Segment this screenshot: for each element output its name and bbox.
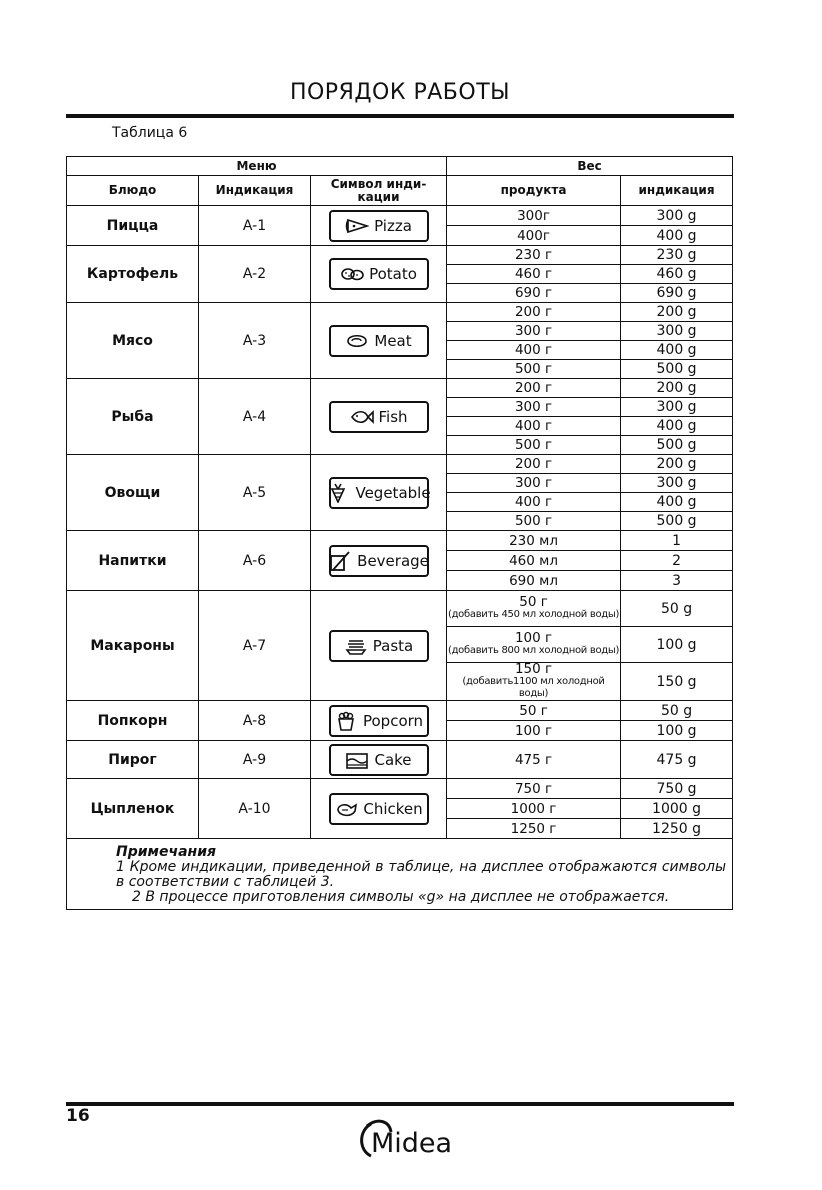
display-weight: 50 g (621, 591, 733, 627)
dish-name: Макароны (67, 591, 199, 701)
product-weight: 300 г (447, 474, 621, 493)
display-weight: 300 g (621, 474, 733, 493)
potato-icon (340, 264, 364, 284)
symbol-label: Pasta (372, 636, 414, 655)
display-weight: 150 g (621, 663, 733, 701)
symbol-cell (311, 379, 447, 455)
vegetable-icon (326, 483, 350, 503)
footer-rule (66, 1102, 734, 1106)
display-weight: 500 g (621, 360, 733, 379)
table-row (67, 303, 733, 322)
product-weight: 230 г (447, 246, 621, 265)
table-row (67, 246, 733, 265)
product-weight: 500 г (447, 436, 621, 455)
table-row (67, 701, 733, 721)
display-weight: 1000 g (621, 799, 733, 819)
display-weight: 400 g (621, 417, 733, 436)
menu-group-header: Меню (67, 157, 447, 176)
weight-value: 150 г (514, 661, 553, 677)
product-weight: 100 г (447, 721, 621, 741)
product-weight: 200 г (447, 379, 621, 398)
product-weight (447, 663, 621, 701)
display-weight: 750 g (621, 779, 733, 799)
table-row (67, 531, 733, 551)
product-weight: 300 г (447, 398, 621, 417)
product-weight (447, 627, 621, 663)
display-symbol (329, 744, 429, 776)
brand-wordmark: Midea (371, 1128, 453, 1159)
indication-code: A-9 (199, 741, 311, 779)
note-2: 2 В процессе приготовления символы «g» на дисплее не отображается. (132, 889, 670, 905)
col-symbol-header: Символ инди-кации (311, 176, 447, 206)
product-weight: 200 г (447, 455, 621, 474)
table-row (67, 779, 733, 799)
display-weight: 200 g (621, 455, 733, 474)
table-row (67, 591, 733, 627)
page-number: 16 (66, 1106, 90, 1126)
indication-code: A-1 (199, 206, 311, 246)
notes-cell (67, 839, 733, 910)
popcorn-icon (334, 711, 358, 731)
display-symbol (329, 630, 429, 662)
table-row (67, 379, 733, 398)
symbol-label: Vegetable (355, 483, 431, 502)
display-weight: 230 g (621, 246, 733, 265)
table-body (67, 206, 733, 910)
chicken-icon (334, 799, 358, 819)
notes-row (67, 839, 733, 910)
symbol-label: Pizza (374, 216, 412, 235)
weight-group-header: Вес (447, 157, 733, 176)
indication-code: A-10 (199, 779, 311, 839)
pasta-icon (344, 636, 368, 656)
display-weight: 1250 g (621, 819, 733, 839)
page-title: ПОРЯДОК РАБОТЫ (289, 80, 511, 105)
display-weight: 1 (621, 531, 733, 551)
indication-code: A-5 (199, 455, 311, 531)
note-1: 1 Кроме индикации, приведенной в таблице, на дисплее отображаются символы в соответствии с таблицей 3. (116, 859, 727, 890)
indication-code: A-6 (199, 531, 311, 591)
indication-code: A-4 (199, 379, 311, 455)
display-symbol (329, 325, 429, 357)
dish-name: Картофель (67, 246, 199, 303)
symbol-label: Popcorn (362, 711, 424, 730)
product-weight: 230 мл (447, 531, 621, 551)
product-weight: 475 г (447, 741, 621, 779)
display-weight: 300 g (621, 206, 733, 226)
dish-name: Пирог (67, 741, 199, 779)
water-note: (добавить 800 мл холодной воды) (447, 645, 620, 656)
product-weight: 400 г (447, 493, 621, 512)
table-row (67, 206, 733, 226)
display-weight: 690 g (621, 284, 733, 303)
indication-code: A-3 (199, 303, 311, 379)
product-weight: 1000 г (447, 799, 621, 819)
product-weight: 500 г (447, 512, 621, 531)
display-weight: 475 g (621, 741, 733, 779)
display-weight: 100 g (621, 721, 733, 741)
symbol-label: Beverage (357, 551, 429, 570)
water-note: (добавить1100 мл холодной воды) (462, 676, 605, 699)
header-rule (66, 114, 734, 118)
display-weight: 200 g (621, 379, 733, 398)
symbol-cell (311, 455, 447, 531)
symbol-cell (311, 206, 447, 246)
symbol-label: Cake (374, 750, 412, 769)
table-label: Таблица 6 (112, 125, 188, 141)
product-weight: 300 г (447, 322, 621, 341)
symbol-cell (311, 591, 447, 701)
product-weight: 750 г (447, 779, 621, 799)
notes-title: Примечания (116, 844, 217, 860)
product-weight: 1250 г (447, 819, 621, 839)
dish-name: Мясо (67, 303, 199, 379)
dish-name: Рыба (67, 379, 199, 455)
display-symbol (329, 401, 429, 433)
meat-icon (345, 331, 369, 351)
product-weight: 460 г (447, 265, 621, 284)
product-weight: 500 г (447, 360, 621, 379)
symbol-cell (311, 701, 447, 741)
display-weight: 500 g (621, 436, 733, 455)
symbol-label: Chicken (363, 799, 423, 818)
table-row (67, 455, 733, 474)
dish-name: Цыпленок (67, 779, 199, 839)
display-weight: 50 g (621, 701, 733, 721)
indication-code: A-2 (199, 246, 311, 303)
display-weight: 300 g (621, 398, 733, 417)
symbol-label: Potato (369, 265, 417, 283)
product-weight: 460 мл (447, 551, 621, 571)
symbol-cell (311, 741, 447, 779)
water-note: (добавить 450 мл холодной воды) (447, 609, 620, 620)
display-symbol (329, 477, 429, 509)
dish-name: Попкорн (67, 701, 199, 741)
dish-name: Пицца (67, 206, 199, 246)
col-indication-header: Индикация (199, 176, 311, 206)
beverage-icon (328, 551, 352, 571)
cake-icon (345, 750, 369, 770)
indication-code: A-7 (199, 591, 311, 701)
fish-icon (350, 407, 374, 427)
dish-name: Напитки (67, 531, 199, 591)
symbol-cell (311, 246, 447, 303)
display-weight: 460 g (621, 265, 733, 284)
weight-value: 50 г (519, 594, 548, 610)
product-weight: 400г (447, 226, 621, 246)
display-weight: 400 g (621, 493, 733, 512)
weight-value: 100 г (514, 630, 553, 646)
display-weight: 100 g (621, 627, 733, 663)
product-weight: 400 г (447, 417, 621, 436)
table-row (67, 741, 733, 779)
product-weight: 690 мл (447, 571, 621, 591)
product-weight: 200 г (447, 303, 621, 322)
col-display-weight-header: индикация (621, 176, 733, 206)
display-weight: 400 g (621, 226, 733, 246)
display-symbol (329, 210, 429, 242)
product-weight: 300г (447, 206, 621, 226)
product-weight (447, 591, 621, 627)
symbol-cell (311, 531, 447, 591)
symbol-cell (311, 303, 447, 379)
display-symbol (329, 545, 429, 577)
display-weight: 300 g (621, 322, 733, 341)
display-weight: 500 g (621, 512, 733, 531)
display-symbol (329, 793, 429, 825)
indication-code: A-8 (199, 701, 311, 741)
product-weight: 400 г (447, 341, 621, 360)
dish-name: Овощи (67, 455, 199, 531)
pizza-icon (345, 216, 369, 236)
display-weight: 2 (621, 551, 733, 571)
col-product-weight-header: продукта (447, 176, 621, 206)
col-dish-header: Блюдо (67, 176, 199, 206)
display-weight: 400 g (621, 341, 733, 360)
display-symbol (329, 705, 429, 737)
display-weight: 200 g (621, 303, 733, 322)
symbol-label: Fish (378, 407, 408, 426)
product-weight: 50 г (447, 701, 621, 721)
product-weight: 690 г (447, 284, 621, 303)
midea-logo (355, 1112, 475, 1162)
display-symbol (329, 258, 429, 290)
programs-table (66, 156, 733, 910)
symbol-cell (311, 779, 447, 839)
symbol-label: Meat (374, 331, 412, 350)
display-weight: 3 (621, 571, 733, 591)
